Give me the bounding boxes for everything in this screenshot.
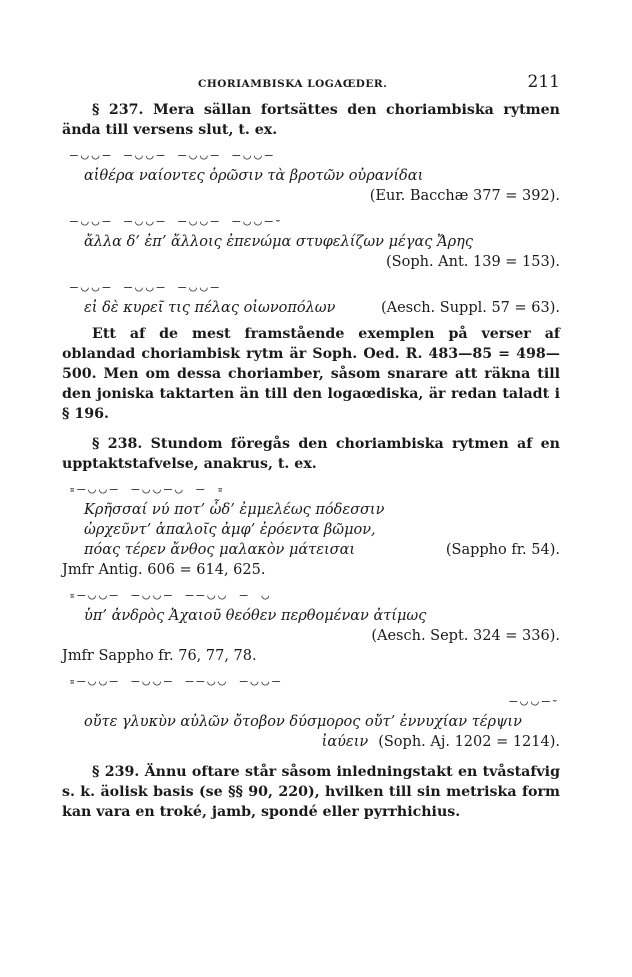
- running-title: CHORIAMBISKA LOGAŒDER.: [198, 78, 388, 90]
- greek-verse: οὔτε γλυκὺν αὐλῶν ὄτοβον δύσμορος οὔτ’ ἐννυχίαν τέρψιν: [84, 714, 522, 730]
- verse-with-citation: [62, 732, 560, 752]
- citation: (Soph. Aj. 1202 = 1214).: [378, 734, 560, 750]
- greek-verse: αἰθέρα ναίοντες ὁρῶσιν τὰ βροτῶν οὐρανίδαι: [84, 168, 424, 184]
- citation: (Aesch. Sept. 324 = 336).: [371, 628, 560, 644]
- citation: (Eur. Bacchæ 377 = 392).: [369, 188, 560, 204]
- section-239: § 239. Ännu oftare står såsom inledningstakt en tvåstafvig s. k. äolisk basis (se §§ 90, 220), hvilken till sin metriska form kan vara en troké, jamb, spondé eller pyrrhichius.: [62, 764, 560, 820]
- section-237-body: Ett af de mest framstående exemplen på verser af oblandad choriambisk rytm är Soph. Oed. R. 483—85 = 498—500. Men om dessa choriamber, såsom snarare att räkna till den joniska taktarten än till den logaœdiska, är redan taladt i § 196.: [62, 326, 560, 422]
- scansion-line: —◡◡— —◡◡— —◡◡— —◡◡—⏑: [70, 214, 284, 229]
- scansion-line: ⏓—◡◡— —◡◡— ——◡◡ —◡◡—: [70, 674, 284, 689]
- section-238-intro: § 238. Stundom föregås den choriambiska rytmen af en upptaktstafvelse, anakrus, t. ex.: [62, 436, 560, 472]
- citation: (Soph. Ant. 139 = 153).: [386, 254, 560, 270]
- citation: (Aesch. Suppl. 57 = 63).: [380, 300, 560, 316]
- comparison-note: Jmfr Antig. 606 = 614, 625.: [62, 562, 266, 578]
- comparison-note: Jmfr Sappho fr. 76, 77, 78.: [62, 648, 257, 664]
- scansion-line: —◡◡—⏑: [509, 694, 560, 709]
- greek-verse: πόας τέρεν ἄνθος μαλακὸν μάτεισαι: [84, 542, 356, 558]
- scansion-line: ⏓—◡◡— —◡◡— ——◡◡ — ◡: [70, 588, 273, 603]
- greek-verse: ὑπ’ ἀνδρὸς Ἀχαιοῦ θεόθεν περθομέναν ἀτίμως: [84, 608, 427, 624]
- scansion-line: ⏓—◡◡— —◡◡—◡ — ⏓: [70, 482, 226, 497]
- verse-with-citation: [62, 298, 560, 318]
- greek-verse: Κρῆσσαί νύ ποτ’ ὧδ’ ἐμμελέως πόδεσσιν: [84, 502, 385, 518]
- running-header: [62, 70, 560, 100]
- scansion-line: —◡◡— —◡◡— —◡◡—: [70, 280, 222, 295]
- page: [62, 70, 560, 822]
- scansion-line: —◡◡— —◡◡— —◡◡— —◡◡—: [70, 148, 276, 163]
- greek-verse: ἰαύειν: [321, 734, 369, 750]
- greek-verse: ὠρχεῦντ’ ἁπαλοῖς ἀμφ’ ἐρόεντα βῶμον,: [84, 522, 376, 538]
- page-number: 211: [527, 72, 560, 92]
- section-237-intro: § 237. Mera sällan fortsättes den choriambiska rytmen ända till versens slut, t. ex.: [62, 102, 560, 138]
- citation: (Sappho fr. 54).: [445, 542, 560, 558]
- greek-verse: εἰ δὲ κυρεῖ τις πέλας οἰωνοπόλων: [84, 300, 336, 316]
- greek-verse: ἄλλα δ’ ἐπ’ ἄλλοις ἐπενώμα στυφελίζων μέγας Ἄρης: [84, 234, 473, 250]
- verse-with-citation: [62, 540, 560, 560]
